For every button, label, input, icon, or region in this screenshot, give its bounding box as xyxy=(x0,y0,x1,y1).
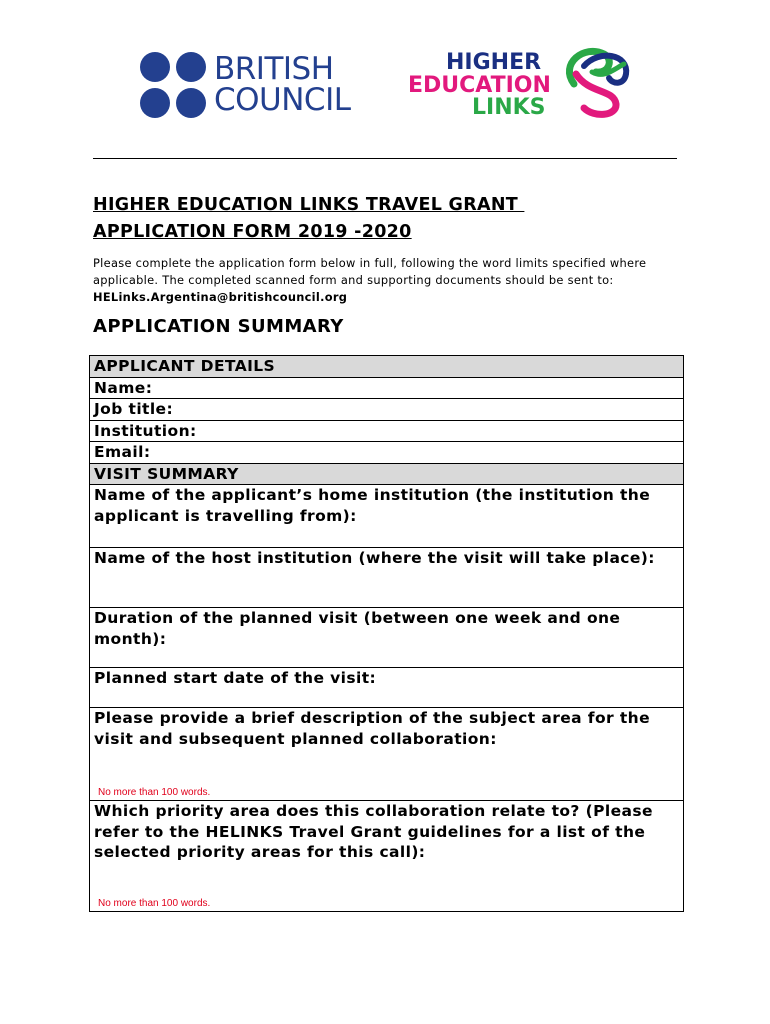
host-institution-field[interactable]: Name of the host institution (where the visit will take place): xyxy=(90,548,684,608)
hel-line2: EDUCATION xyxy=(408,73,551,98)
visit-summary-header: VISIT SUMMARY xyxy=(90,463,684,485)
job-title-field[interactable]: Job title: xyxy=(90,399,684,421)
home-institution-field[interactable]: Name of the applicant’s home institution (the institution the applicant is travelling from): xyxy=(90,485,684,548)
application-summary-table xyxy=(89,355,684,912)
british-council-logo xyxy=(140,52,350,118)
applicant-details-header: APPLICANT DETAILS xyxy=(90,356,684,378)
email-field[interactable]: Email: xyxy=(90,442,684,464)
british-council-line1: BRITISH xyxy=(214,51,334,87)
british-council-dots-icon xyxy=(140,52,206,118)
intro-text: Please complete the application form below in full, following the word limits specified where applicable. The completed scanned form and supporting documents should be sent to: xyxy=(93,256,647,287)
description-label: Please provide a brief description of the subject area for the visit and subsequent planned collaboration: xyxy=(94,709,651,748)
header-divider xyxy=(93,158,677,159)
priority-word-limit: No more than 100 words. xyxy=(98,898,211,909)
higher-education-links-logo xyxy=(406,44,636,124)
name-field[interactable]: Name: xyxy=(90,377,684,399)
priority-area-field[interactable] xyxy=(90,801,684,912)
description-word-limit: No more than 100 words. xyxy=(98,787,211,798)
duration-field[interactable]: Duration of the planned visit (between one week and one month): xyxy=(90,608,684,668)
intro-paragraph xyxy=(93,255,683,306)
swirl-icon xyxy=(554,44,634,118)
british-council-line2: COUNCIL xyxy=(214,82,351,118)
description-field[interactable] xyxy=(90,708,684,801)
start-date-field[interactable]: Planned start date of the visit: xyxy=(90,668,684,708)
hel-line1: HIGHER xyxy=(446,50,542,75)
hel-line3: LINKS xyxy=(472,95,546,120)
institution-field[interactable]: Institution: xyxy=(90,420,684,442)
section-title: APPLICATION SUMMARY xyxy=(93,316,344,337)
form-title-line2: APPLICATION FORM 2019 -2020 xyxy=(93,222,412,242)
priority-area-label: Which priority area does this collaboration relate to? (Please refer to the HELINKS Travel Grant guidelines for a list of the selected priority areas for this call): xyxy=(94,802,653,861)
intro-email: HELinks.Argentina@britishcouncil.org xyxy=(93,290,348,304)
form-title-line1: HIGHER EDUCATION LINKS TRAVEL GRANT xyxy=(93,195,525,215)
form-title xyxy=(93,192,653,246)
